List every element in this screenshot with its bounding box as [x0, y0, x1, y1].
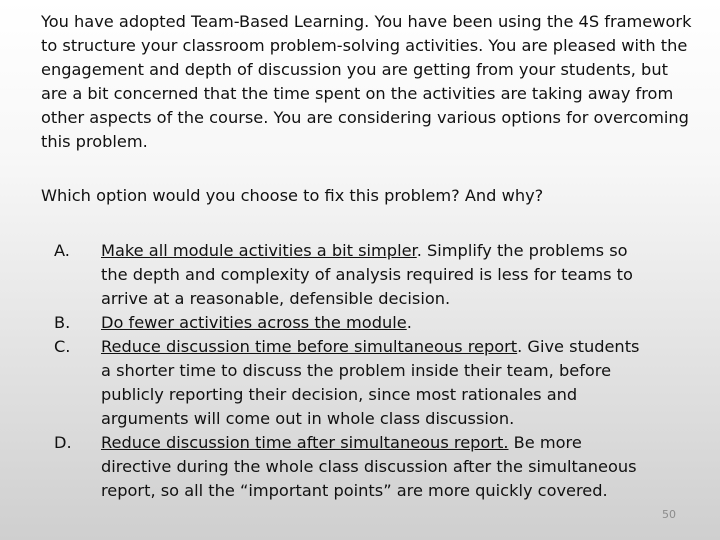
option-lead: Reduce discussion time before simultaneous report: [101, 337, 518, 356]
option-detail: Be more directive during the whole class discussion after the simultaneous report, so all the “important points” are more quickly covered.: [101, 433, 637, 500]
option-text: [101, 239, 654, 311]
option-a: [54, 239, 654, 311]
option-detail: . Give students a shorter time to discuss the problem inside their team, before publicly reporting their decision, since most rationales and arguments will come out in whole class discussion.: [101, 337, 640, 428]
options-list: [54, 239, 654, 503]
option-c: [54, 335, 654, 431]
question-text: Which option would you choose to fix this problem? And why?: [41, 186, 544, 205]
option-letter: D.: [54, 433, 72, 452]
page-number: 50: [662, 508, 676, 521]
option-letter: C.: [54, 337, 71, 356]
option-letter: B.: [54, 313, 71, 332]
intro-paragraph: You have adopted Team-Based Learning. You have been using the 4S framework to structure your classroom problem-solving activities. You are pleased with the engagement and depth of discussion you are getting from your students, but are a bit concerned that the time spent on the activities are taking away from other aspects of the course. You are considering various options for overcoming this problem.: [41, 12, 692, 151]
option-lead: Do fewer activities across the module: [101, 313, 407, 332]
option-d: [54, 431, 654, 503]
option-text: [101, 431, 654, 503]
option-detail: . Simplify the problems so the depth and complexity of analysis required is less for teams to arrive at a reasonable, defensible decision.: [101, 241, 633, 308]
option-text: [101, 311, 654, 335]
option-letter: A.: [54, 241, 70, 260]
option-text: [101, 335, 654, 431]
option-b: [54, 311, 654, 335]
option-lead: Reduce discussion time after simultaneous report.: [101, 433, 509, 452]
option-lead: Make all module activities a bit simpler: [101, 241, 417, 260]
option-detail: .: [406, 313, 412, 332]
